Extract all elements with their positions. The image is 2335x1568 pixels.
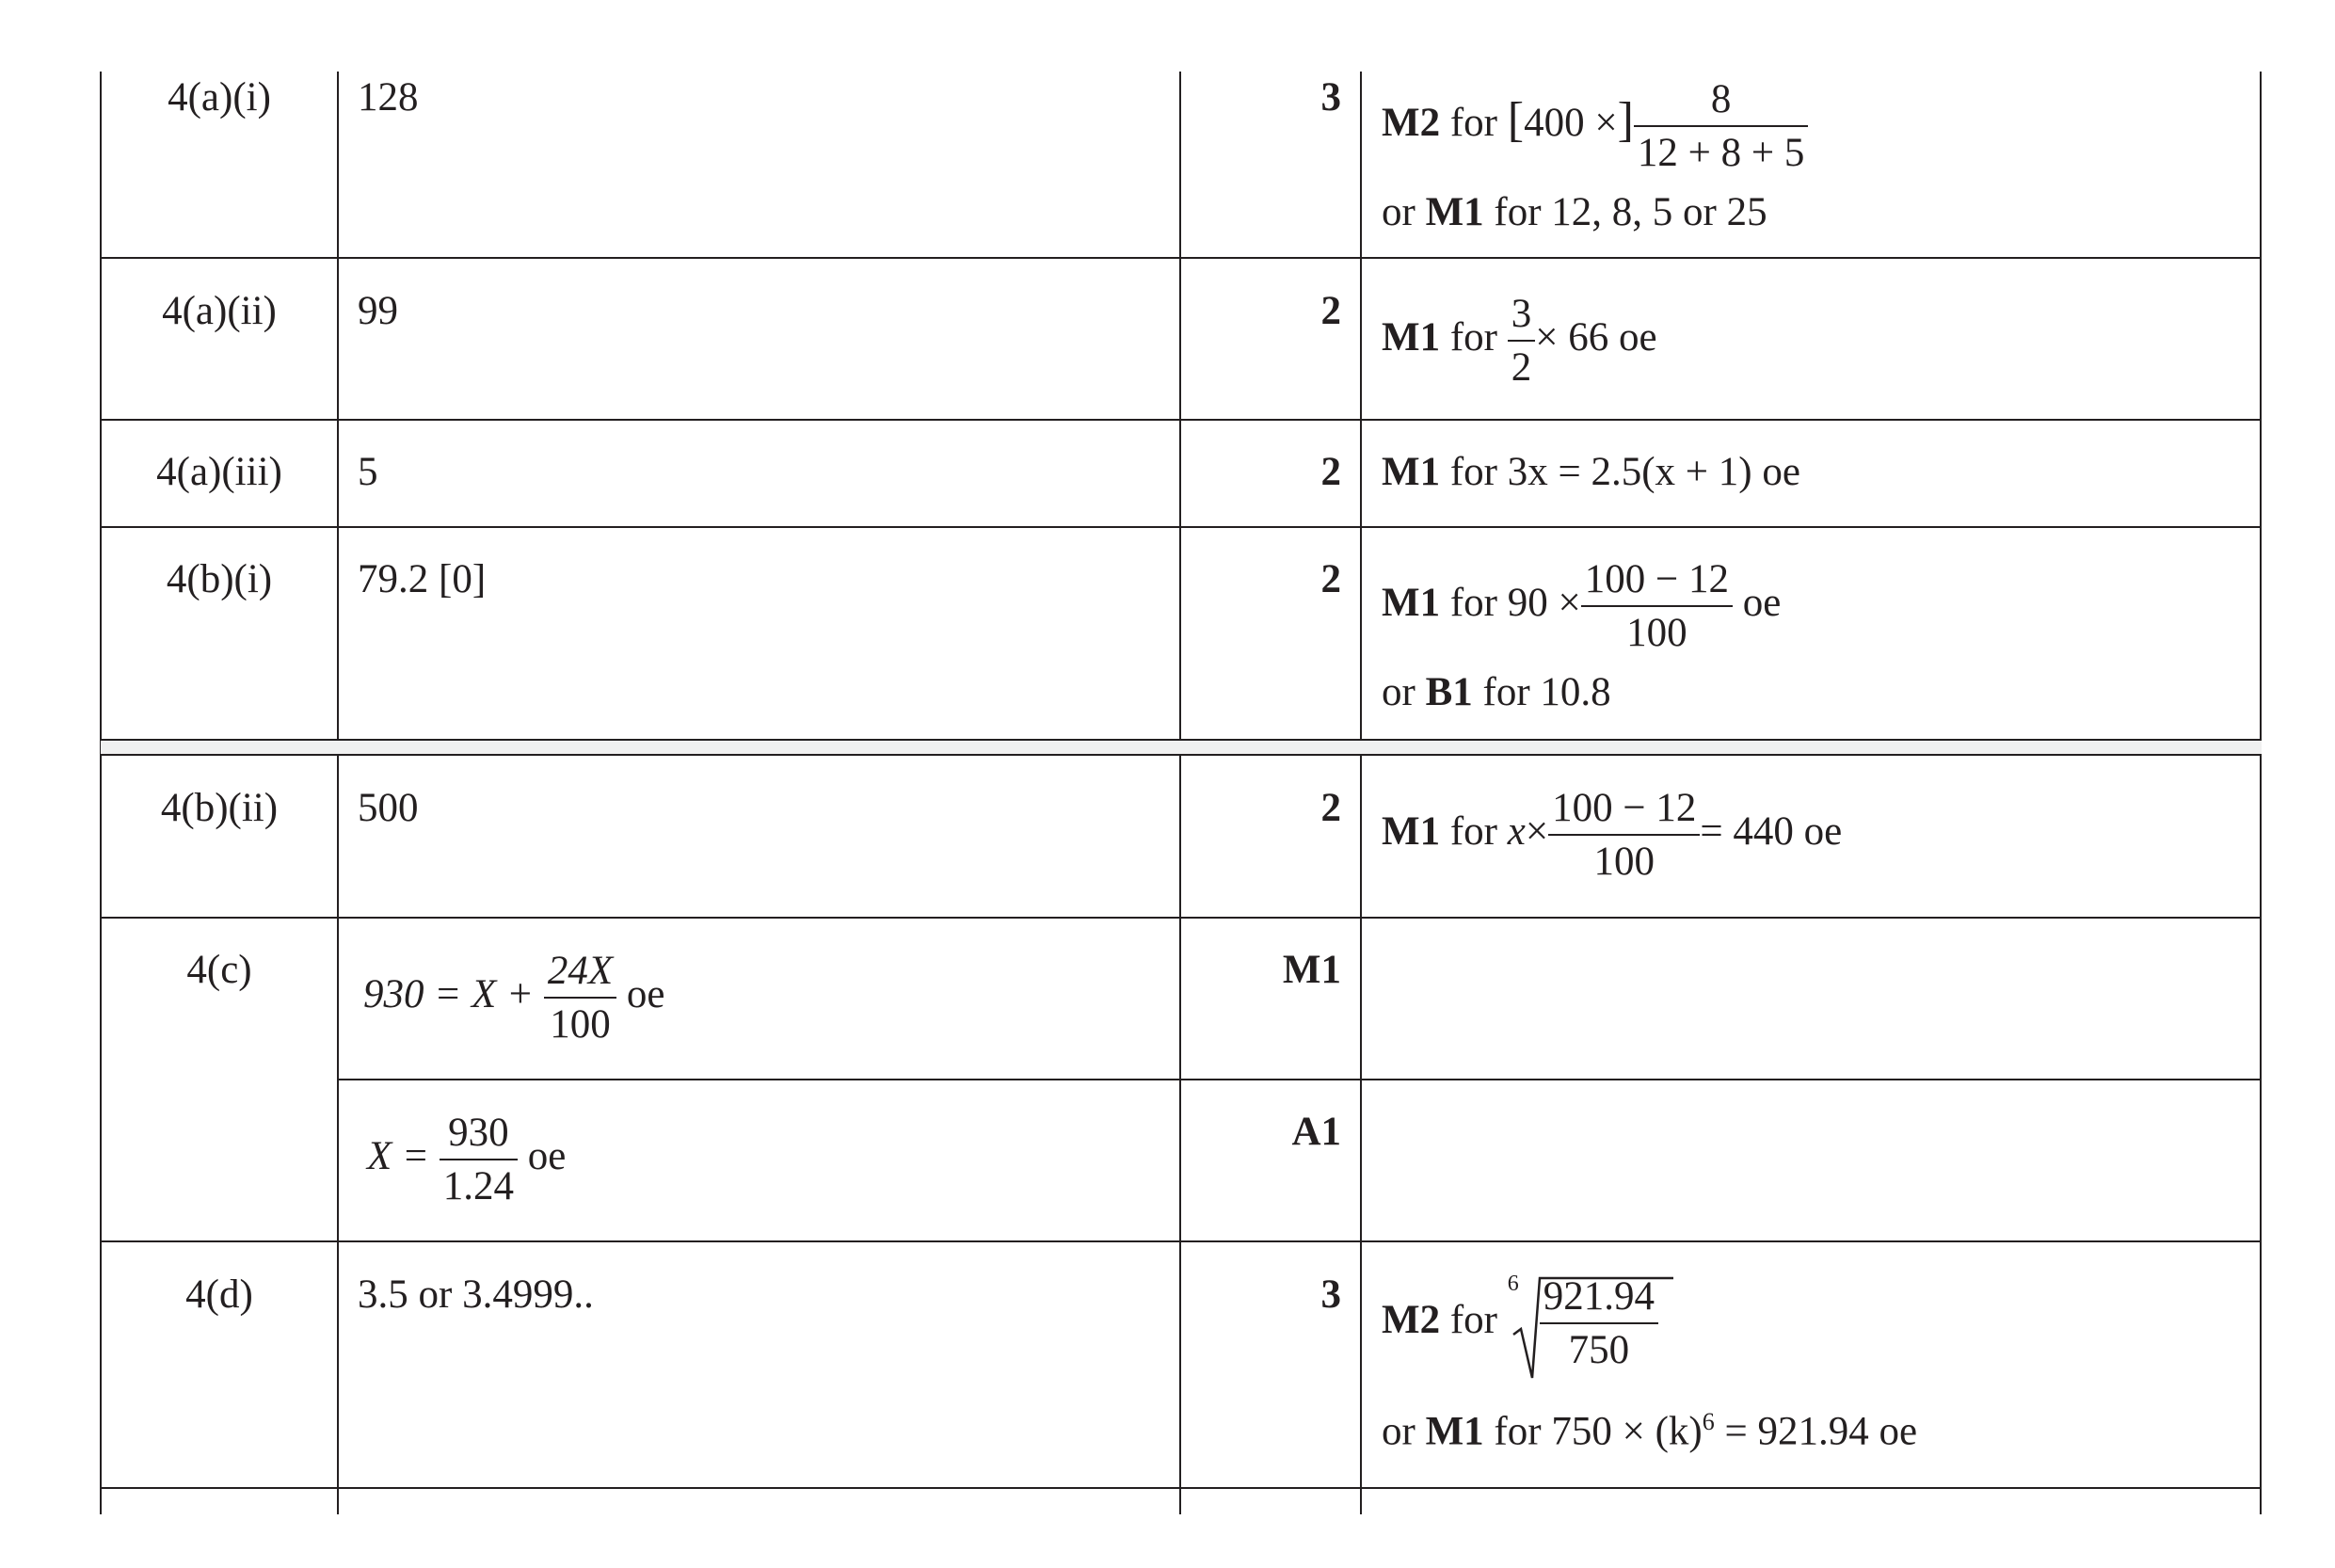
expression: = 440: [1700, 808, 1794, 854]
grid-vline: [100, 72, 102, 1514]
guidance-text: or: [1382, 670, 1415, 714]
mark-code: M1: [1382, 314, 1441, 360]
marks: 2: [1320, 450, 1341, 494]
fraction-numerator: 921.94: [1540, 1276, 1658, 1324]
expression: 3x = 2.5(x + 1): [1507, 450, 1752, 494]
variable: x: [1507, 808, 1526, 854]
fraction: [1634, 79, 1809, 173]
fraction: [1581, 559, 1733, 653]
mark-code: B1: [1425, 670, 1473, 714]
question-number: 4(a)(ii): [162, 289, 277, 333]
fraction-numerator: 24X: [544, 951, 616, 999]
fraction: [544, 951, 616, 1045]
question-number: 4(a)(iii): [156, 450, 282, 494]
expression: X =: [367, 1133, 430, 1178]
guidance: [1382, 294, 1657, 388]
grid-hline: [100, 739, 2262, 741]
fraction-numerator: 8: [1634, 79, 1809, 127]
marks: 2: [1320, 557, 1341, 601]
fraction-numerator: 100 − 12: [1548, 788, 1700, 836]
close-bracket: ]: [1617, 92, 1634, 147]
answer: 128: [358, 75, 419, 120]
grid-hline: [100, 754, 2262, 756]
guidance-text: for: [1494, 1409, 1542, 1454]
open-bracket: [: [1507, 92, 1525, 147]
guidance: [1382, 1272, 1658, 1372]
guidance: [1382, 788, 1842, 882]
question-number: 4(b)(ii): [160, 786, 279, 830]
guidance-text: for: [1449, 808, 1497, 854]
guidance-text: for: [1449, 314, 1497, 360]
expression: 90 ×: [1507, 580, 1581, 625]
working-line: [367, 1112, 566, 1207]
fraction: [1540, 1276, 1658, 1370]
guidance-text: for 10.8: [1482, 670, 1611, 714]
grid-vline: [1360, 72, 1362, 1514]
guidance-line: [1382, 192, 1767, 232]
expression: 750 × (k): [1551, 1409, 1703, 1454]
oe-label: oe: [1762, 450, 1800, 494]
fraction-denominator: 12 + 8 + 5: [1637, 131, 1805, 175]
fraction-denominator: 100: [1626, 611, 1687, 655]
guidance: [1382, 79, 1808, 173]
sixth-root: [1507, 1272, 1658, 1372]
fraction-numerator: 3: [1508, 294, 1536, 342]
fraction-denominator: 100: [550, 1002, 611, 1047]
marks: A1: [1291, 1110, 1341, 1154]
guidance: [1382, 452, 1800, 492]
guidance-text: for: [1449, 450, 1497, 494]
guidance-text: for: [1449, 1297, 1497, 1342]
oe-label: oe: [1879, 1409, 1918, 1454]
grid-hline: [100, 1487, 2262, 1489]
marks: 3: [1320, 1272, 1341, 1317]
grid-vline: [1179, 72, 1181, 1514]
working-line: [363, 951, 664, 1045]
fraction-numerator: 100 − 12: [1581, 559, 1733, 607]
guidance-text: or: [1382, 1409, 1415, 1454]
grid-vline: [337, 72, 339, 1514]
fraction: [1508, 294, 1536, 388]
fraction: [440, 1112, 518, 1207]
guidance-text: for 12, 8, 5 or 25: [1494, 190, 1767, 234]
guidance-text: for: [1449, 100, 1497, 145]
mark-code: M2: [1382, 1297, 1441, 1342]
root-index: 6: [1507, 1272, 1519, 1296]
guidance: [1382, 559, 1781, 653]
marks: 3: [1320, 75, 1341, 120]
grid-hline: [100, 257, 2262, 259]
mark-code: M2: [1382, 100, 1441, 145]
question-number: 4(d): [185, 1272, 253, 1317]
fraction: [1548, 788, 1700, 882]
fraction-denominator: 2: [1511, 345, 1532, 390]
grid-hline: [100, 419, 2262, 421]
expression: 930 = X +: [363, 971, 535, 1016]
answer: 79.2 [0]: [358, 557, 487, 601]
guidance-text: for: [1449, 580, 1497, 625]
exponent: 6: [1702, 1408, 1715, 1435]
oe-label: oe: [626, 971, 665, 1016]
grid-hline: [100, 526, 2262, 528]
guidance-line: [1382, 672, 1611, 712]
oe-label: oe: [1742, 580, 1782, 625]
mark-code: M1: [1382, 450, 1441, 494]
fraction-numerator: 930: [440, 1112, 518, 1160]
mark-code: M1: [1425, 190, 1484, 234]
marks: 2: [1320, 786, 1341, 830]
grid-hline: [100, 917, 2262, 919]
answer: 99: [358, 289, 398, 333]
guidance-text: or: [1382, 190, 1415, 234]
answer: 3.5 or 3.4999..: [358, 1272, 594, 1317]
answer: 500: [358, 786, 419, 830]
fraction-denominator: 750: [1568, 1328, 1630, 1372]
radical-sign-icon: [1513, 1276, 1542, 1380]
mark-code: M1: [1382, 808, 1441, 854]
oe-label: oe: [1619, 314, 1657, 360]
expression: × 66: [1535, 314, 1609, 360]
fraction-denominator: 100: [1593, 840, 1655, 884]
oe-label: oe: [527, 1133, 567, 1178]
oe-label: oe: [1803, 808, 1843, 854]
expression: = 921.94: [1724, 1409, 1869, 1454]
grid-hline: [100, 1240, 2262, 1242]
marks: 2: [1320, 289, 1341, 333]
mark-code: M1: [1425, 1409, 1484, 1454]
grid-hline: [337, 1079, 2262, 1080]
question-number: 4(c): [186, 948, 252, 992]
operator: ×: [1525, 808, 1549, 854]
mark-code: M1: [1382, 580, 1441, 625]
answer: 5: [358, 450, 378, 494]
question-number: 4(a)(i): [168, 75, 271, 120]
marks: M1: [1282, 948, 1341, 992]
guidance-line: [1382, 1408, 1918, 1454]
question-number: 4(b)(i): [166, 557, 273, 601]
page-break-band: [101, 741, 2262, 754]
grid-vline: [2260, 72, 2262, 1514]
fraction-denominator: 1.24: [442, 1164, 515, 1208]
bracket-expression: 400 ×: [1524, 100, 1618, 145]
